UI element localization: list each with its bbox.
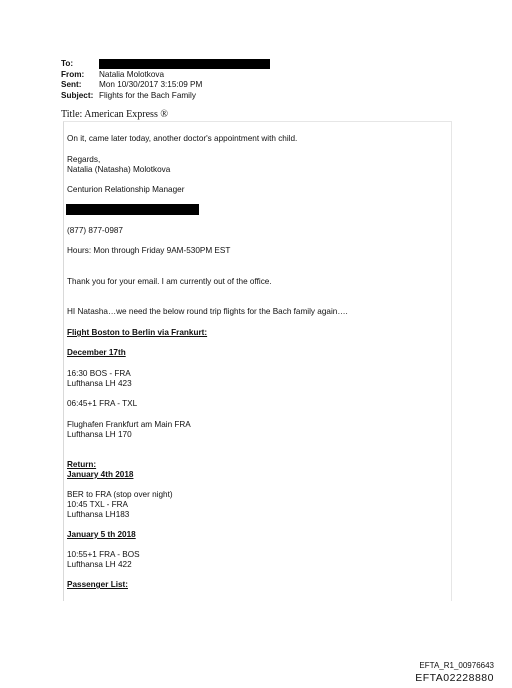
redaction-bar xyxy=(66,204,199,215)
signature-role: Centurion Relationship Manager xyxy=(67,185,185,194)
reference-number: EFTA02228880 xyxy=(415,672,494,684)
segment-time: 06:45+1 FRA - TXL xyxy=(67,399,138,408)
passenger-heading: Passenger List: xyxy=(67,580,128,589)
flight-heading: Flight Boston to Berlin via Frankurt: xyxy=(67,328,208,337)
return-heading: Return: xyxy=(67,460,97,469)
segment-time: 10:55+1 FRA - BOS xyxy=(67,550,140,559)
to-label: To: xyxy=(61,59,74,68)
redaction-bar xyxy=(99,59,270,69)
segment-time: 16:30 BOS - FRA xyxy=(67,369,131,378)
reference-number: EFTA_R1_00976643 xyxy=(419,661,494,670)
subject-label: Subject: xyxy=(61,90,94,100)
return-note: BER to FRA (stop over night) xyxy=(67,490,173,499)
out-of-office-text: Thank you for your email. I am currently out of the office. xyxy=(67,277,272,286)
segment-flight: Lufthansa LH183 xyxy=(67,510,130,519)
document-title: Title: American Express ® xyxy=(61,109,168,120)
segment-time: 10:45 TXL - FRA xyxy=(67,500,128,509)
from-value: Natalia Molotkova xyxy=(99,69,165,79)
office-hours: Hours: Mon through Friday 9AM-530PM EST xyxy=(67,246,231,255)
date-heading: January 5 th 2018 xyxy=(67,530,136,539)
from-label: From: xyxy=(61,69,85,79)
date-heading: January 4th 2018 xyxy=(67,470,134,479)
request-text: HI Natasha…we need the below round trip flights for the Bach family again…. xyxy=(67,307,348,316)
sent-value: Mon 10/30/2017 3:15:09 PM xyxy=(99,80,203,90)
regards-text: Regards, xyxy=(67,155,101,164)
segment-flight: Lufthansa LH 170 xyxy=(67,430,132,439)
phone-number: (877) 877-0987 xyxy=(67,226,123,235)
sent-label: Sent: xyxy=(61,80,82,90)
subject-value: Flights for the Bach Family xyxy=(99,90,196,100)
body-line: On it, came later today, another doctor's appointment with child. xyxy=(67,134,298,143)
segment-flight: Lufthansa LH 423 xyxy=(67,379,132,388)
date-heading: December 17th xyxy=(67,348,126,357)
segment-airport: Flughafen Frankfurt am Main FRA xyxy=(67,420,191,429)
signature-name: Natalia (Natasha) Molotkova xyxy=(67,165,171,174)
segment-flight: Lufthansa LH 422 xyxy=(67,560,132,569)
email-header xyxy=(61,59,270,101)
